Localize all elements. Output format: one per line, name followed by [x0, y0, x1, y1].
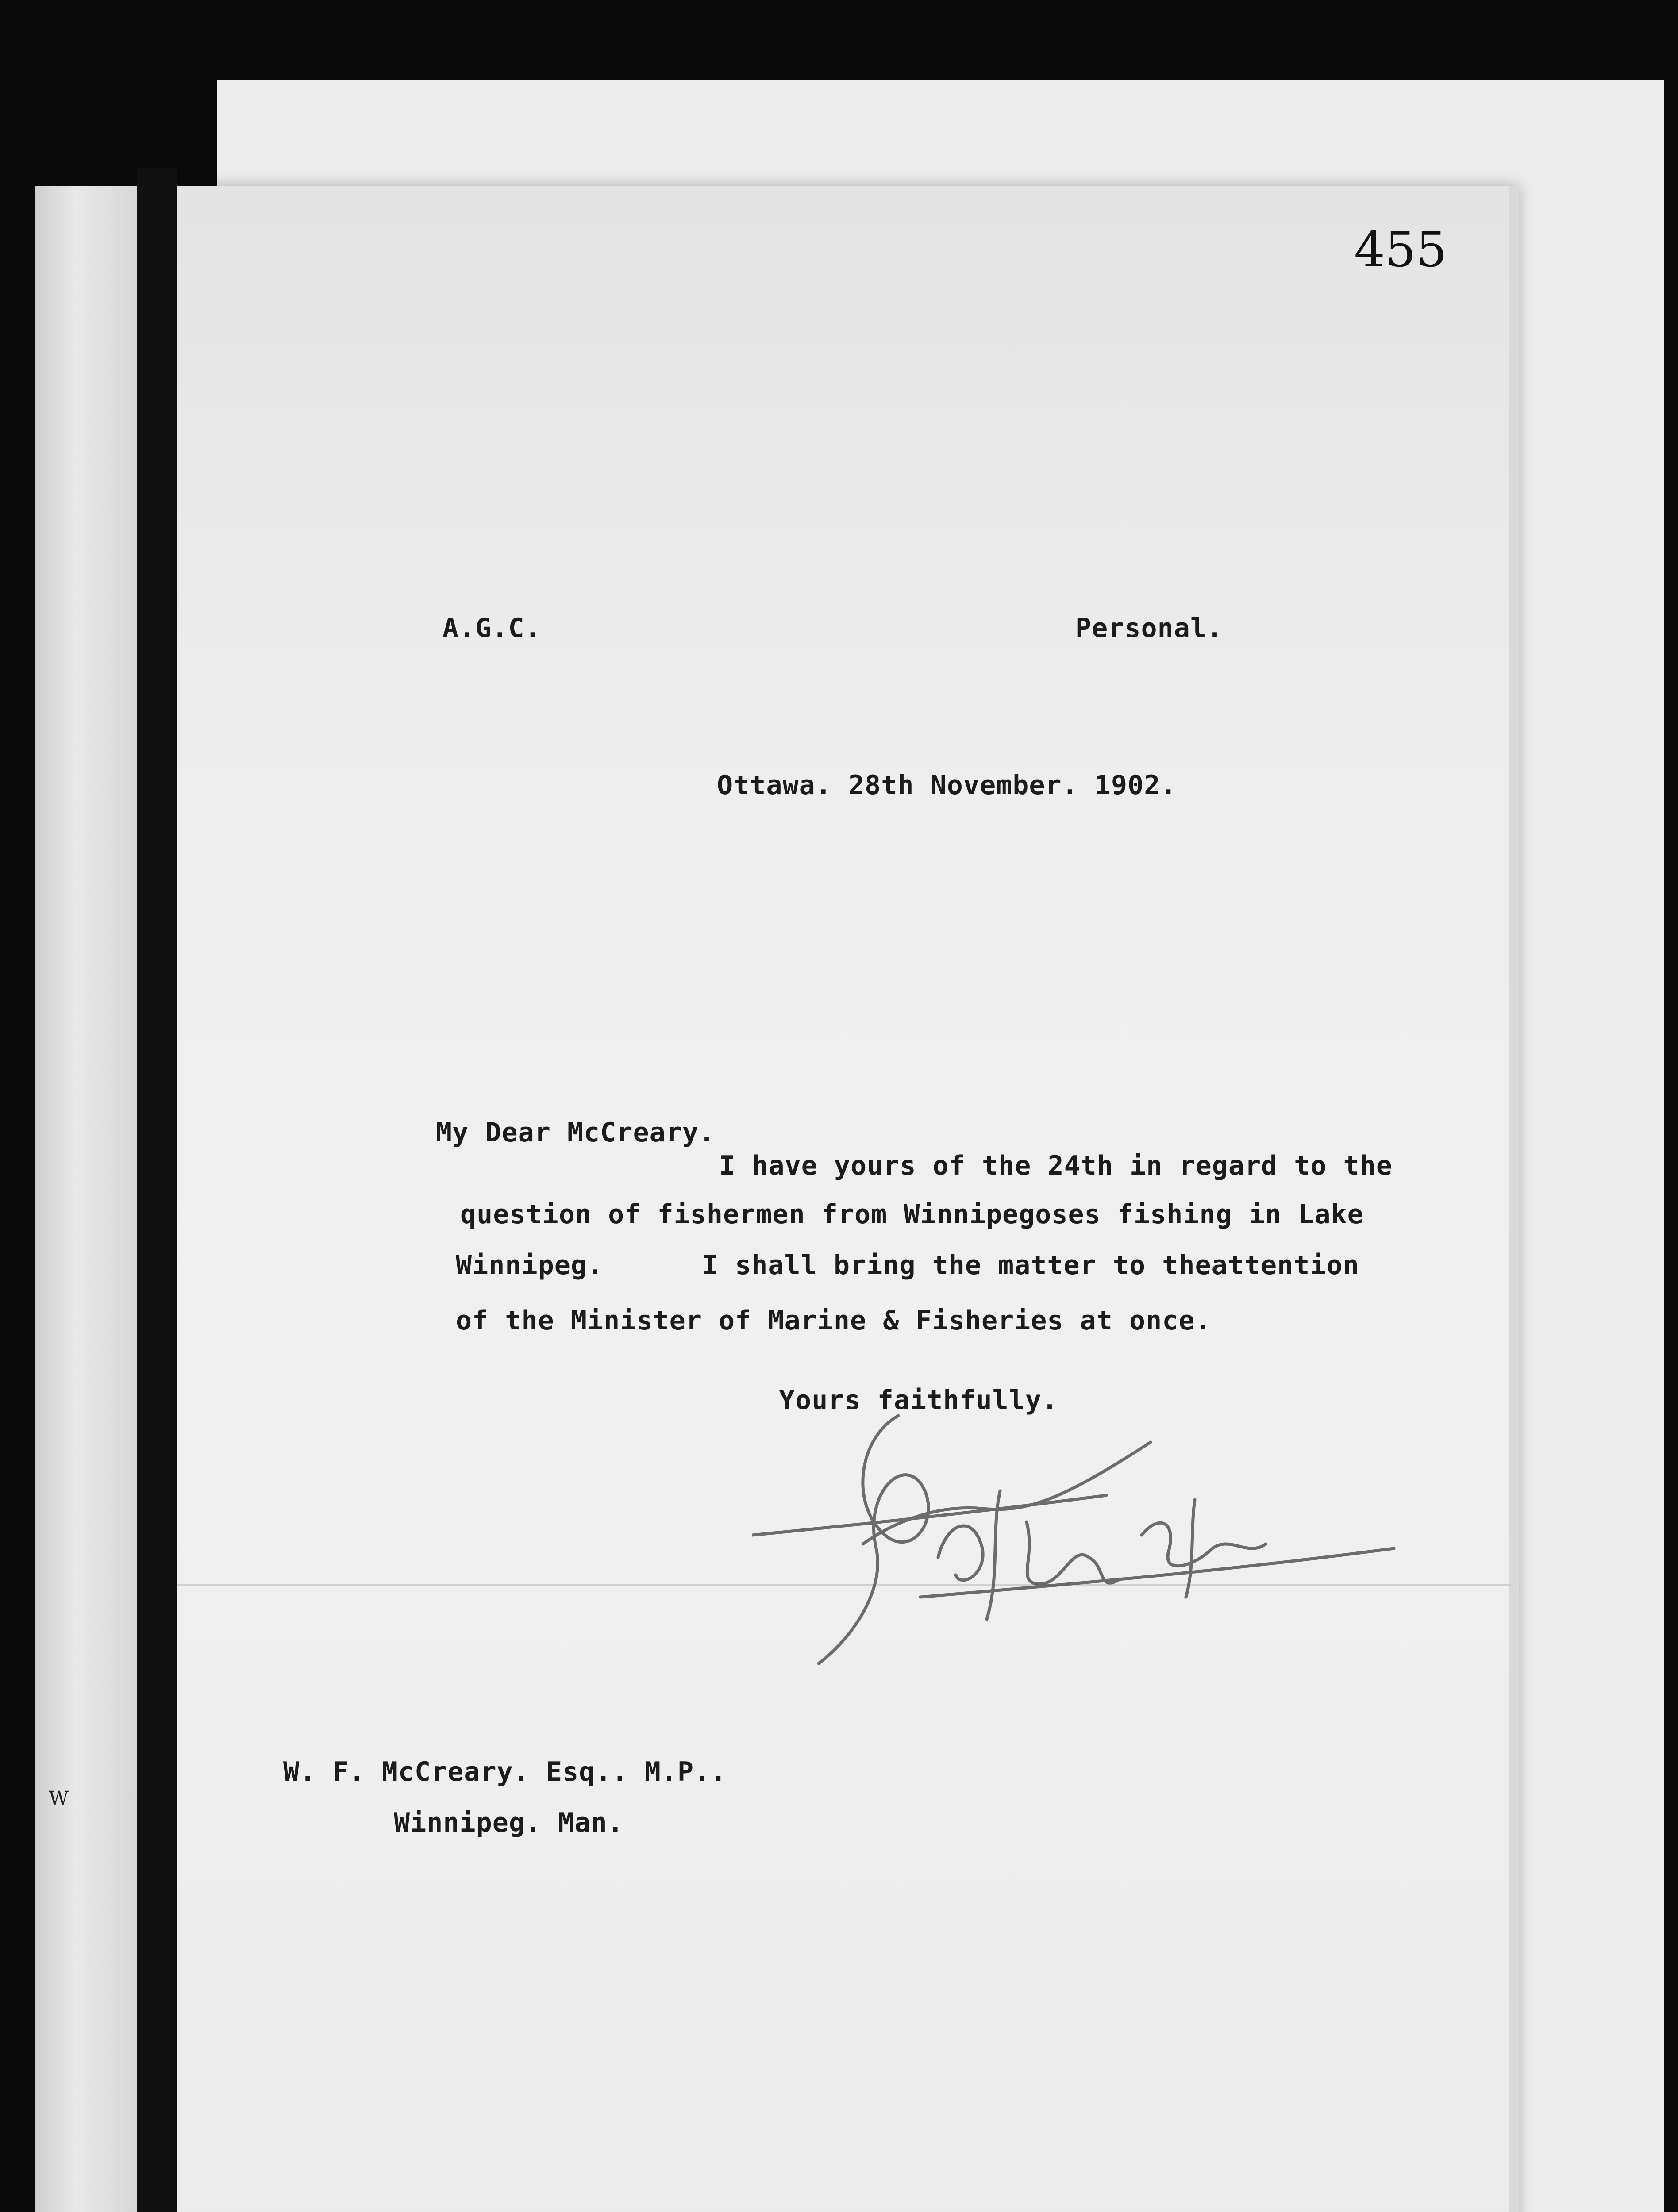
- margin-mark: W: [49, 1787, 69, 1810]
- addressee-line-1: W. F. McCreary. Esq.. M.P..: [283, 1756, 727, 1787]
- body-line-2: question of fishermen from Winnipegoses fishing in Lake: [460, 1199, 1364, 1230]
- page-number: 455: [1354, 221, 1447, 278]
- addressee-line-2: Winnipeg. Man.: [394, 1807, 624, 1838]
- body-line-1: I have yours of the 24th in regard to the: [719, 1150, 1393, 1181]
- body-line-3: Winnipeg. I shall bring the matter to theattention: [456, 1250, 1359, 1281]
- closing: Yours faithfully.: [779, 1385, 1058, 1416]
- header-initials: A.G.C.: [443, 613, 541, 644]
- signature-image: [752, 1389, 1416, 1708]
- body-line-4: of the Minister of Marine & Fisheries at once.: [456, 1305, 1212, 1336]
- left-shadow-edge: [137, 168, 177, 2212]
- header-marking: Personal.: [1075, 613, 1224, 644]
- left-page-strip: [35, 186, 137, 2212]
- salutation: My Dear McCreary.: [436, 1117, 716, 1148]
- dateline: Ottawa. 28th November. 1902.: [717, 770, 1177, 801]
